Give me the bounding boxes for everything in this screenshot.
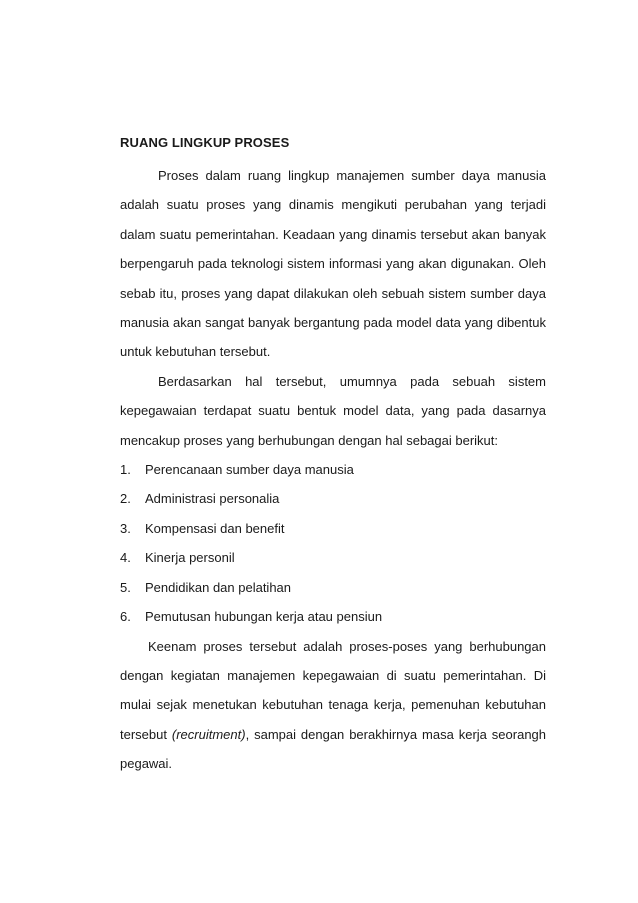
list-text: Kinerja personil: [145, 550, 235, 566]
paragraph-line: dengan kegiatan manajemen kepegawaian di suatu pemerintahan. Di: [120, 667, 546, 683]
paragraph-line: Keenam proses tersebut adalah proses-poses yang berhubungan: [148, 638, 546, 654]
list-number: 1.: [120, 462, 131, 478]
list-text: Perencanaan sumber daya manusia: [145, 462, 354, 478]
list-item: [120, 602, 546, 631]
paragraph-line-recruitment: [120, 720, 546, 749]
paragraph-line: pegawai.: [120, 756, 173, 772]
list-item: [120, 455, 546, 484]
section-heading: RUANG LINGKUP PROSES: [120, 135, 290, 150]
paragraph-line: Proses dalam ruang lingkup manajemen sumber daya manusia: [158, 168, 546, 183]
recruitment-term: (recruitment): [171, 726, 246, 742]
list-item: [120, 514, 546, 543]
list-number: 2.: [120, 491, 131, 507]
list-number: 3.: [120, 520, 131, 536]
list-text: Administrasi personalia: [145, 491, 280, 507]
paragraph-line: mulai sejak menetukan kebutuhan tenaga kerja, pemenuhan kebutuhan: [120, 697, 546, 713]
paragraph-line: untuk kebutuhan tersebut.: [120, 344, 271, 360]
list-number: 6.: [120, 609, 131, 625]
paragraph-line: sebab itu, proses yang dapat dilakukan oleh sebuah sistem sumber daya: [120, 285, 546, 301]
paragraph-line: kepegawaian terdapat suatu bentuk model data, yang pada dasarnya: [120, 403, 546, 419]
list-number: 4.: [120, 550, 131, 566]
paragraph-basis: [120, 367, 546, 455]
paragraph-line: mencakup proses yang berhubungan dengan hal sebagai berikut:: [120, 432, 498, 448]
paragraph-conclusion: [120, 632, 546, 779]
list-text: Kompensasi dan benefit: [145, 520, 285, 536]
paragraph-intro: [120, 161, 546, 367]
paragraph-line: Berdasarkan hal tersebut, umumnya pada sebuah sistem: [158, 373, 546, 389]
paragraph-line: manusia akan sangat banyak bergantung pada model data yang dibentuk: [120, 315, 546, 331]
line-text: , sampai dengan berakhirnya masa kerja seorangh: [245, 726, 547, 742]
paragraph-line: dalam suatu pemerintahan. Keadaan yang dinamis tersebut akan banyak: [120, 226, 546, 242]
document-page: [120, 133, 546, 779]
line-text: tersebut: [120, 726, 172, 742]
list-text: Pendidikan dan pelatihan: [145, 579, 292, 595]
list-item: [120, 484, 546, 513]
list-item: [120, 543, 546, 572]
paragraph-line: berpengaruh pada teknologi sistem informasi yang akan digunakan. Oleh: [120, 256, 546, 272]
list-number: 5.: [120, 579, 131, 595]
list-item: [120, 573, 546, 602]
process-list: [120, 455, 546, 631]
paragraph-line: adalah suatu proses yang dinamis mengikuti perubahan yang terjadi: [120, 197, 546, 213]
list-text: Pemutusan hubungan kerja atau pensiun: [145, 609, 383, 625]
